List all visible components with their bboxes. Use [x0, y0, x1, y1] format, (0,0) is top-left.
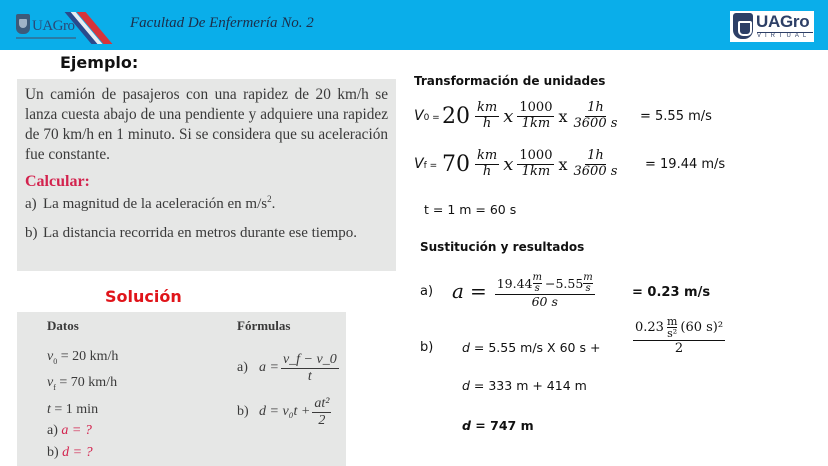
logo-right-text: UAGro: [756, 12, 810, 31]
dato-t: t = 1 min: [47, 401, 99, 417]
fraction-factor-1: $\frac{1000}{1km}$: [519, 100, 553, 131]
fraction: $\frac{v\_f - v\_0}{t}$: [282, 352, 337, 384]
crest-icon: [16, 14, 30, 34]
solution-title: Solución: [105, 287, 182, 306]
logo-left-text: UAGro: [32, 18, 75, 34]
uagro-virtual-logo: [730, 11, 814, 42]
result-b-line2: d = 333 m + 414 m: [462, 378, 587, 393]
formulas-header: Fórmulas: [237, 318, 291, 333]
unknown-a: a) a = ?: [47, 423, 92, 439]
problem-box: [17, 79, 396, 271]
item-text: La magnitud de la aceleración en $m/s^2$.: [43, 194, 276, 212]
formula-distance: b) d = v₀t + $\frac{\text{at²}}{2}$: [237, 396, 330, 428]
result-v0: = 5.55 m/s: [640, 109, 712, 124]
item-label: a): [25, 196, 37, 212]
fraction-unit: $\frac{km}{h}$: [477, 148, 498, 179]
result-a-equation: a) a = 19.44 $\frac{m}{s}$ −5.55 $\frac{m}{s}$ 60 s: [420, 272, 593, 310]
conversion-vf: Vf = 70 $\frac{km}{h}$ x $\frac{1000}{1km}$ x $\frac{1h}{3600 s}$: [414, 148, 618, 179]
header-bar: [0, 0, 828, 50]
result-b-final: d = 747 m: [462, 418, 534, 433]
formula-acceleration: a) a = $\frac{v\_f - v\_0}{t}$: [237, 352, 337, 384]
var-label: V0 =: [414, 108, 440, 124]
item-label: b): [25, 225, 38, 241]
faculty-title: Facultad De Enfermería No. 2: [130, 15, 314, 31]
fraction: 19.44 $\frac{m}{s}$ −5.55 $\frac{m}{s}$ 60 s: [496, 272, 593, 310]
result-a: = 0.23 m/s: [632, 285, 711, 300]
logo-right-subtext: VIRTUAL: [757, 32, 813, 39]
transformation-title: Transformación de unidades: [414, 74, 606, 88]
time-conversion: t = 1 m = 60 s: [424, 202, 517, 217]
example-title: Ejemplo:: [60, 53, 139, 72]
result-b-line1: d = 5.55 m/s X 60 s +: [462, 340, 601, 355]
results-title: Sustitución y resultados: [420, 240, 585, 254]
fraction-unit: $\frac{km}{h}$: [477, 100, 498, 131]
conversion-v0: V0 = 20 $\frac{km}{h}$ x $\frac{1000}{1km}$ x $\frac{1h}{3600 s}$: [414, 100, 618, 131]
dato-vf: $v_f = 70$ km/h: [47, 375, 118, 393]
calculate-title: Calcular:: [25, 173, 90, 190]
uagro-logo-left: [14, 12, 106, 40]
dato-v0: $v_0 = 20$ km/h: [47, 349, 119, 366]
shield-icon: [733, 13, 753, 39]
fraction-factor-1: $\frac{1000}{1km}$: [519, 148, 553, 179]
formulas-column: [237, 318, 341, 434]
calculate-item-b: [25, 223, 388, 243]
distance-fraction: 0.23 $\frac{m}{\text{s²}}$ (60 s)² 2: [635, 315, 724, 356]
item-text: La distancia recorrida en metros durante ese tiempo.: [43, 225, 358, 241]
fraction-factor-2: $\frac{1h}{3600 s}$: [573, 148, 618, 179]
result-b-label: b): [420, 340, 434, 355]
datos-column: [47, 318, 118, 463]
var-label: Vf =: [414, 156, 438, 172]
fraction: $\frac{\text{at²}}{2}$: [314, 396, 330, 428]
result-vf: = 19.44 m/s: [645, 157, 726, 172]
datos-header: Datos: [47, 318, 79, 333]
unknown-d: b) d = ?: [47, 444, 93, 460]
problem-statement: Un camión de pasajeros con una rapidez de 20 km/h se lanza cuesta abajo de una pendiente y adquiere una rapidez de 70 km/h en 1 minuto. Si se considera que su aceleración fue constante.: [25, 86, 388, 163]
calculate-item-a: [25, 194, 388, 214]
solution-box: [17, 312, 346, 466]
fraction-factor-2: $\frac{1h}{3600 s}$: [573, 100, 618, 131]
logo-tagline: [16, 37, 76, 39]
